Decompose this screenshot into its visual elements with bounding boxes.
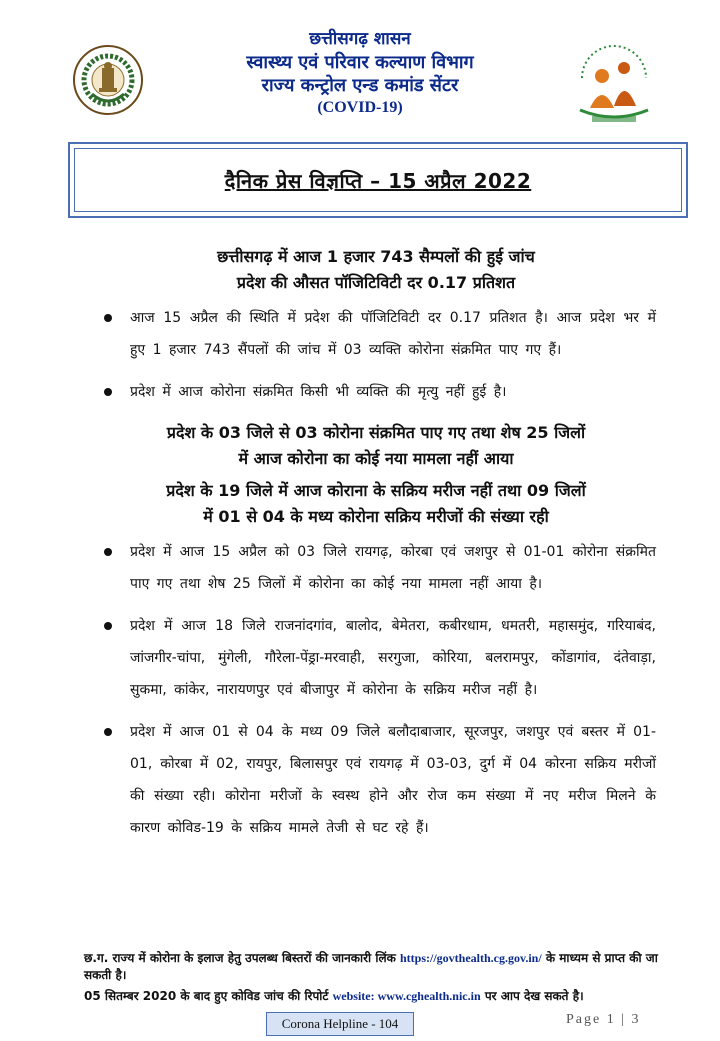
headline-active-range: में 01 से 04 के मध्य कोरोना सक्रिय मरीजों की संख्या रही xyxy=(203,507,549,526)
department-name: स्वास्थ्य एवं परिवार कल्याण विभाग xyxy=(246,52,474,73)
report-info-note: 05 सितम्बर 2020 के बाद हुए कोविड जांच की रिपोर्ट website: www.cghealth.nic.in पर आप देख सकते है। xyxy=(84,989,584,1003)
district-bullets xyxy=(96,536,656,844)
list-item: प्रदेश में आज 15 अप्रैल को 03 जिले रायगढ़, कोरबा एवं जशपुर से 01-01 कोरोना संक्रमित पाए गए तथा शेष 25 जिलों में कोरोना का कोई नया मामला नहीं आया है। xyxy=(96,536,656,600)
list-item: प्रदेश में आज 01 से 04 के मध्य 09 जिले बलौदाबाजार, सूरजपुर, जशपुर एवं बस्तर में 01-01, कोरबा में 02, रायपुर, बिलासपुर एवं रायगढ़ में 03-03, दुर्ग में 04 कोरना सक्रिय मरीजों की संख्या रही। कोरोना मरीजों के स्वस्थ होने और रोज कम संख्या में नए मरीज मिलने के कारण कोविड-19 के सक्रिय मामले तेजी से घट रहे हैं। xyxy=(96,716,656,844)
headline-district-cases: प्रदेश के 03 जिले से 03 कोरोना संक्रमित पाए गए तथा शेष 25 जिलों xyxy=(166,423,586,442)
sampling-bullets xyxy=(96,302,656,408)
bed-info-note: छ.ग. राज्य में कोरोना के इलाज हेतु उपलब्ध बिस्तरों की जानकारी लिंक https://govthealth.cg.gov.in/ के माध्यम से प्राप्त की जा सकती है। xyxy=(84,951,658,982)
list-item: आज 15 अप्रैल की स्थिति में प्रदेश की पॉजिटिविटी दर 0.17 प्रतिशत है। आज प्रदेश भर में हुए 1 हजार 743 सैंपलों की जांच में 03 व्यक्ति कोरोना संक्रमित पाए गए हैं। xyxy=(96,302,656,366)
swasth-chhattisgarh-logo-icon xyxy=(572,38,656,128)
bullet-icon xyxy=(104,728,112,736)
chhattisgarh-emblem-icon xyxy=(72,44,144,116)
list-item: प्रदेश में आज कोरोना संक्रमित किसी भी व्यक्ति की मृत्यु नहीं हुई है। xyxy=(96,376,656,408)
headline-active-districts: प्रदेश के 19 जिले में आज कोराना के सक्रिय मरीज नहीं तथा 09 जिलों xyxy=(166,481,586,500)
section-sampling xyxy=(96,244,656,408)
press-release-title: दैनिक प्रेस विज्ञप्ति – 15 अप्रैल 2022 xyxy=(224,168,532,193)
cghealth-link[interactable]: website: www.cghealth.nic.in xyxy=(332,989,481,1003)
helpline-badge: Corona Helpline - 104 xyxy=(266,1012,414,1036)
letterhead xyxy=(0,18,720,128)
bullet-icon xyxy=(104,388,112,396)
bullet-icon xyxy=(104,314,112,322)
govthealth-link[interactable]: https://govthealth.cg.gov.in/ xyxy=(399,951,542,965)
headline-samples: छत्तीसगढ़ में आज 1 हजार 743 सैम्पलों की हुई जांच xyxy=(217,247,535,266)
page-number: Page 1 | 3 xyxy=(566,1012,641,1027)
section-districts xyxy=(96,420,656,844)
covid-label: (COVID-19) xyxy=(317,99,403,116)
title-box xyxy=(68,142,688,218)
list-item: प्रदेश में आज 18 जिले राजनांदगांव, बालोद, बेमेतरा, कबीरधाम, धमतरी, महासमुंद, गरियाबंद, जांजगीर-चांपा, मुंगेली, गौरेला-पेंड्रा-मरवाही, सरगुजा, कोरिया, बलरामपुर, कोंडागांव, दंतेवाड़ा, सुकमा, कांकेर, नारायणपुर एवं बीजापुर में कोरोना के सक्रिय मरीज नहीं है। xyxy=(96,610,656,706)
bullet-icon xyxy=(104,548,112,556)
headline-positivity: प्रदेश की औसत पॉजिटिविटी दर 0.17 प्रतिशत xyxy=(236,273,516,292)
bullet-icon xyxy=(104,622,112,630)
headline-no-new-cases: में आज कोरोना का कोई नया मामला नहीं आया xyxy=(238,449,514,468)
command-centre-name: राज्य कन्ट्रोल एन्ड कमांड सेंटर xyxy=(261,75,459,96)
press-release-body xyxy=(96,244,656,856)
government-name: छत्तीसगढ़ शासन xyxy=(309,29,411,49)
footer-notes xyxy=(84,950,664,1009)
letterhead-text xyxy=(150,28,570,117)
